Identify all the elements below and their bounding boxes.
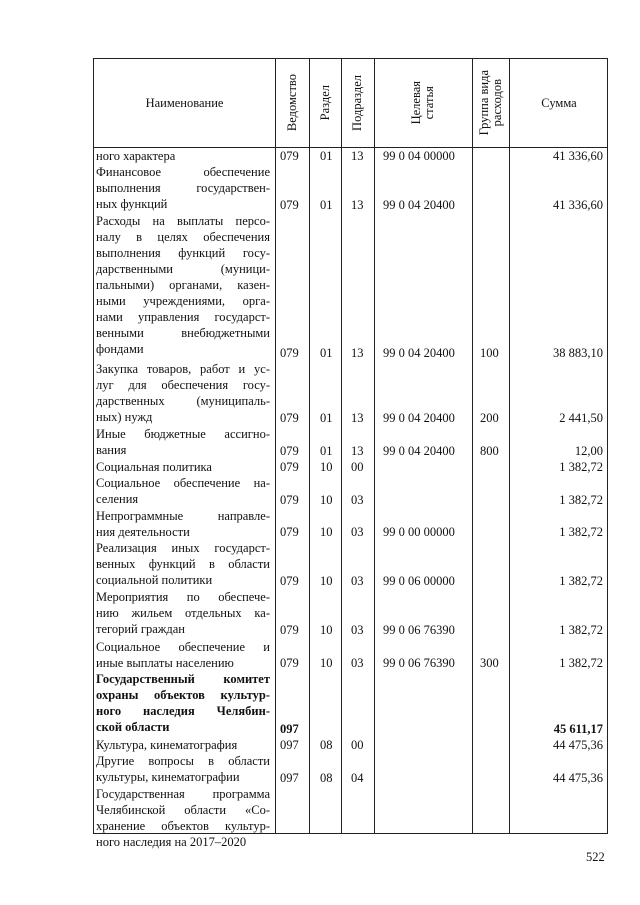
header-razdel	[309, 59, 341, 147]
row-name-line: венными внебюджетными	[96, 326, 270, 341]
row-name-line: фондами	[96, 342, 144, 357]
row-name-line: Иные бюджетные ассигно-	[96, 426, 270, 441]
row-name-line: ния деятельности	[96, 524, 190, 539]
header-name	[94, 59, 275, 147]
cell-raz: 01	[320, 345, 333, 360]
header-vedomstvo	[275, 59, 309, 147]
table-row	[94, 213, 609, 360]
row-name-line: тегорий граждан	[96, 622, 185, 637]
cell-raz: 10	[320, 492, 333, 507]
row-name-line: Государственный комитет	[96, 672, 270, 687]
cell-raz: 10	[320, 525, 333, 540]
row-name-line: дарственными (муници-	[96, 262, 270, 277]
header-razdel-label: Раздел	[317, 85, 332, 121]
row-name-line: Закупка товаров, работ и ус-	[96, 361, 270, 376]
row-name-line: Культура, кинематография	[96, 737, 238, 752]
cell-raz: 01	[320, 410, 333, 425]
cell-ved: 079	[280, 345, 299, 360]
table-row	[94, 426, 609, 459]
row-name-line: Другие вопросы в области	[96, 753, 270, 768]
row-name-line: Социальная политика	[96, 459, 212, 474]
cell-raz: 08	[320, 737, 333, 752]
cell-sum: 12,00	[574, 443, 603, 458]
row-name	[96, 589, 270, 637]
row-name-line: нами управления государст-	[96, 310, 270, 325]
header-tselevaya-label: Целевая статья	[409, 81, 436, 125]
cell-pod: 03	[351, 525, 364, 540]
cell-cs: 99 0 06 76390	[383, 623, 455, 638]
row-name	[96, 164, 270, 212]
cell-sum: 45 611,17	[553, 721, 603, 736]
row-name-line: культуры, кинематографии	[96, 769, 240, 784]
row-name-line: ных) нужд	[96, 409, 153, 424]
row-name-line: дарственных (муниципаль-	[96, 393, 270, 408]
row-name-line: социальной политики	[96, 573, 213, 588]
cell-sum: 1 382,72	[559, 492, 603, 507]
cell-sum: 1 382,72	[559, 623, 603, 638]
cell-pod: 04	[351, 770, 364, 785]
row-name-line: ской области	[96, 720, 170, 735]
row-name-line: Непрограммные направле-	[96, 508, 270, 523]
cell-sum: 1 382,72	[559, 574, 603, 589]
row-name-line: Челябинской области «Со-	[96, 802, 270, 817]
cell-ved: 079	[280, 492, 299, 507]
cell-cs: 99 0 00 00000	[383, 525, 455, 540]
row-name-line: ных функций	[96, 197, 168, 212]
cell-cs: 99 0 04 00000	[383, 149, 455, 164]
cell-cs: 99 0 04 20400	[383, 198, 455, 213]
row-name	[96, 361, 270, 425]
cell-raz: 08	[320, 770, 333, 785]
cell-sum: 2 441,50	[559, 410, 603, 425]
cell-ved: 097	[280, 737, 299, 752]
header-gruppa	[472, 59, 509, 147]
cell-sum: 38 883,10	[553, 345, 603, 360]
row-name-line: вания	[96, 442, 127, 457]
cell-pod: 03	[351, 623, 364, 638]
cell-ved: 079	[280, 525, 299, 540]
cell-pod: 13	[351, 198, 364, 213]
row-name-line: налу в целях обеспечения	[96, 230, 270, 245]
row-name	[96, 753, 270, 785]
table-row	[94, 361, 609, 426]
row-name	[96, 213, 270, 357]
header-vedomstvo-label: Ведомство	[284, 74, 299, 132]
row-name-line: ного наследия на 2017–2020	[96, 834, 247, 849]
row-name-line: иные выплаты населению	[96, 655, 234, 670]
cell-pod: 00	[351, 737, 364, 752]
row-name	[96, 475, 270, 507]
row-name-line: ного наследия Челябин-	[96, 704, 270, 719]
cell-raz: 01	[320, 198, 333, 213]
row-name	[96, 737, 270, 753]
row-name-line: охраны объектов культур-	[96, 688, 270, 703]
table-row	[94, 671, 609, 736]
cell-ved: 079	[280, 574, 299, 589]
row-name-line: Финансовое обеспечение	[96, 165, 270, 180]
cell-ved: 079	[280, 149, 299, 164]
row-name-line: пальными) органами, казен-	[96, 278, 270, 293]
row-name-line: Государственная программа	[96, 786, 270, 801]
cell-cs: 99 0 04 20400	[383, 443, 455, 458]
cell-grp: 100	[480, 345, 499, 360]
row-name-line: луг для обеспечения госу-	[96, 377, 270, 392]
cell-ved: 079	[280, 656, 299, 671]
budget-table	[93, 58, 608, 849]
row-name-line: выполнения функций госу-	[96, 246, 270, 261]
table-row	[94, 148, 609, 164]
cell-pod: 03	[351, 492, 364, 507]
cell-sum: 44 475,36	[553, 770, 603, 785]
cell-pod: 13	[351, 149, 364, 164]
cell-raz: 01	[320, 149, 333, 164]
table-row	[94, 737, 609, 753]
cell-sum: 41 336,60	[553, 149, 603, 164]
row-name-line: Социальное обеспечение и	[96, 639, 270, 654]
cell-ved: 079	[280, 410, 299, 425]
row-name-line: Расходы на выплаты персо-	[96, 214, 270, 229]
cell-ved: 079	[280, 459, 299, 474]
row-name	[96, 540, 270, 588]
row-name-line: ными учреждениями, орга-	[96, 294, 270, 309]
cell-raz: 10	[320, 623, 333, 638]
cell-ved: 097	[280, 721, 299, 736]
cell-sum: 44 475,36	[553, 737, 603, 752]
table-row	[94, 786, 609, 851]
table-row	[94, 508, 609, 541]
cell-raz: 10	[320, 574, 333, 589]
cell-ved: 079	[280, 198, 299, 213]
header-podrazdel	[341, 59, 374, 147]
header-summa-label: Сумма	[541, 95, 577, 110]
cell-sum: 41 336,60	[553, 198, 603, 213]
table-row	[94, 475, 609, 508]
row-name	[96, 426, 270, 458]
row-name	[96, 671, 270, 735]
cell-sum: 1 382,72	[559, 459, 603, 474]
cell-raz: 10	[320, 656, 333, 671]
table-row	[94, 753, 609, 786]
cell-ved: 079	[280, 623, 299, 638]
cell-pod: 03	[351, 574, 364, 589]
row-name-line: Мероприятия по обеспече-	[96, 590, 270, 605]
row-name-line: Социальное обеспечение на-	[96, 476, 270, 490]
cell-cs: 99 0 04 20400	[383, 345, 455, 360]
cell-raz: 01	[320, 443, 333, 458]
cell-sum: 1 382,72	[559, 525, 603, 540]
cell-cs: 99 0 06 00000	[383, 574, 455, 589]
header-gruppa-label: Группа вида расходов	[476, 70, 504, 136]
cell-ved: 079	[280, 443, 299, 458]
row-name-line: выполнения государствен-	[96, 181, 270, 196]
row-name	[96, 639, 270, 671]
cell-cs: 99 0 04 20400	[383, 410, 455, 425]
row-name-line: венных функций в области	[96, 557, 270, 572]
cell-sum: 1 382,72	[559, 656, 603, 671]
row-name-line: селения	[96, 492, 139, 506]
header-podrazdel-label: Подраздел	[350, 75, 364, 131]
table-row	[94, 639, 609, 672]
table-row	[94, 459, 609, 475]
cell-pod: 00	[351, 459, 364, 474]
page-number: 522	[586, 850, 605, 864]
table-row	[94, 164, 609, 213]
cell-pod: 03	[351, 656, 364, 671]
cell-pod: 13	[351, 443, 364, 458]
row-name-line: ного характера	[96, 149, 176, 163]
table-row	[94, 589, 609, 638]
row-name	[96, 508, 270, 540]
row-name-line: нию жильем отдельных ка-	[96, 606, 270, 621]
cell-grp: 200	[480, 410, 499, 425]
row-name-line: Реализация иных государст-	[96, 541, 270, 556]
header-summa	[509, 59, 609, 147]
cell-raz: 10	[320, 459, 333, 474]
table-row	[94, 540, 609, 589]
cell-ved: 097	[280, 770, 299, 785]
row-name	[96, 786, 270, 850]
cell-pod: 13	[351, 345, 364, 360]
row-name	[96, 148, 270, 164]
row-name	[96, 459, 270, 475]
cell-cs: 99 0 06 76390	[383, 656, 455, 671]
header-name-label: Наименование	[145, 95, 224, 110]
cell-grp: 800	[480, 443, 499, 458]
row-name-line: хранение объектов культур-	[96, 818, 270, 833]
cell-pod: 13	[351, 410, 364, 425]
header-tselevaya	[374, 59, 472, 147]
cell-grp: 300	[480, 656, 499, 671]
